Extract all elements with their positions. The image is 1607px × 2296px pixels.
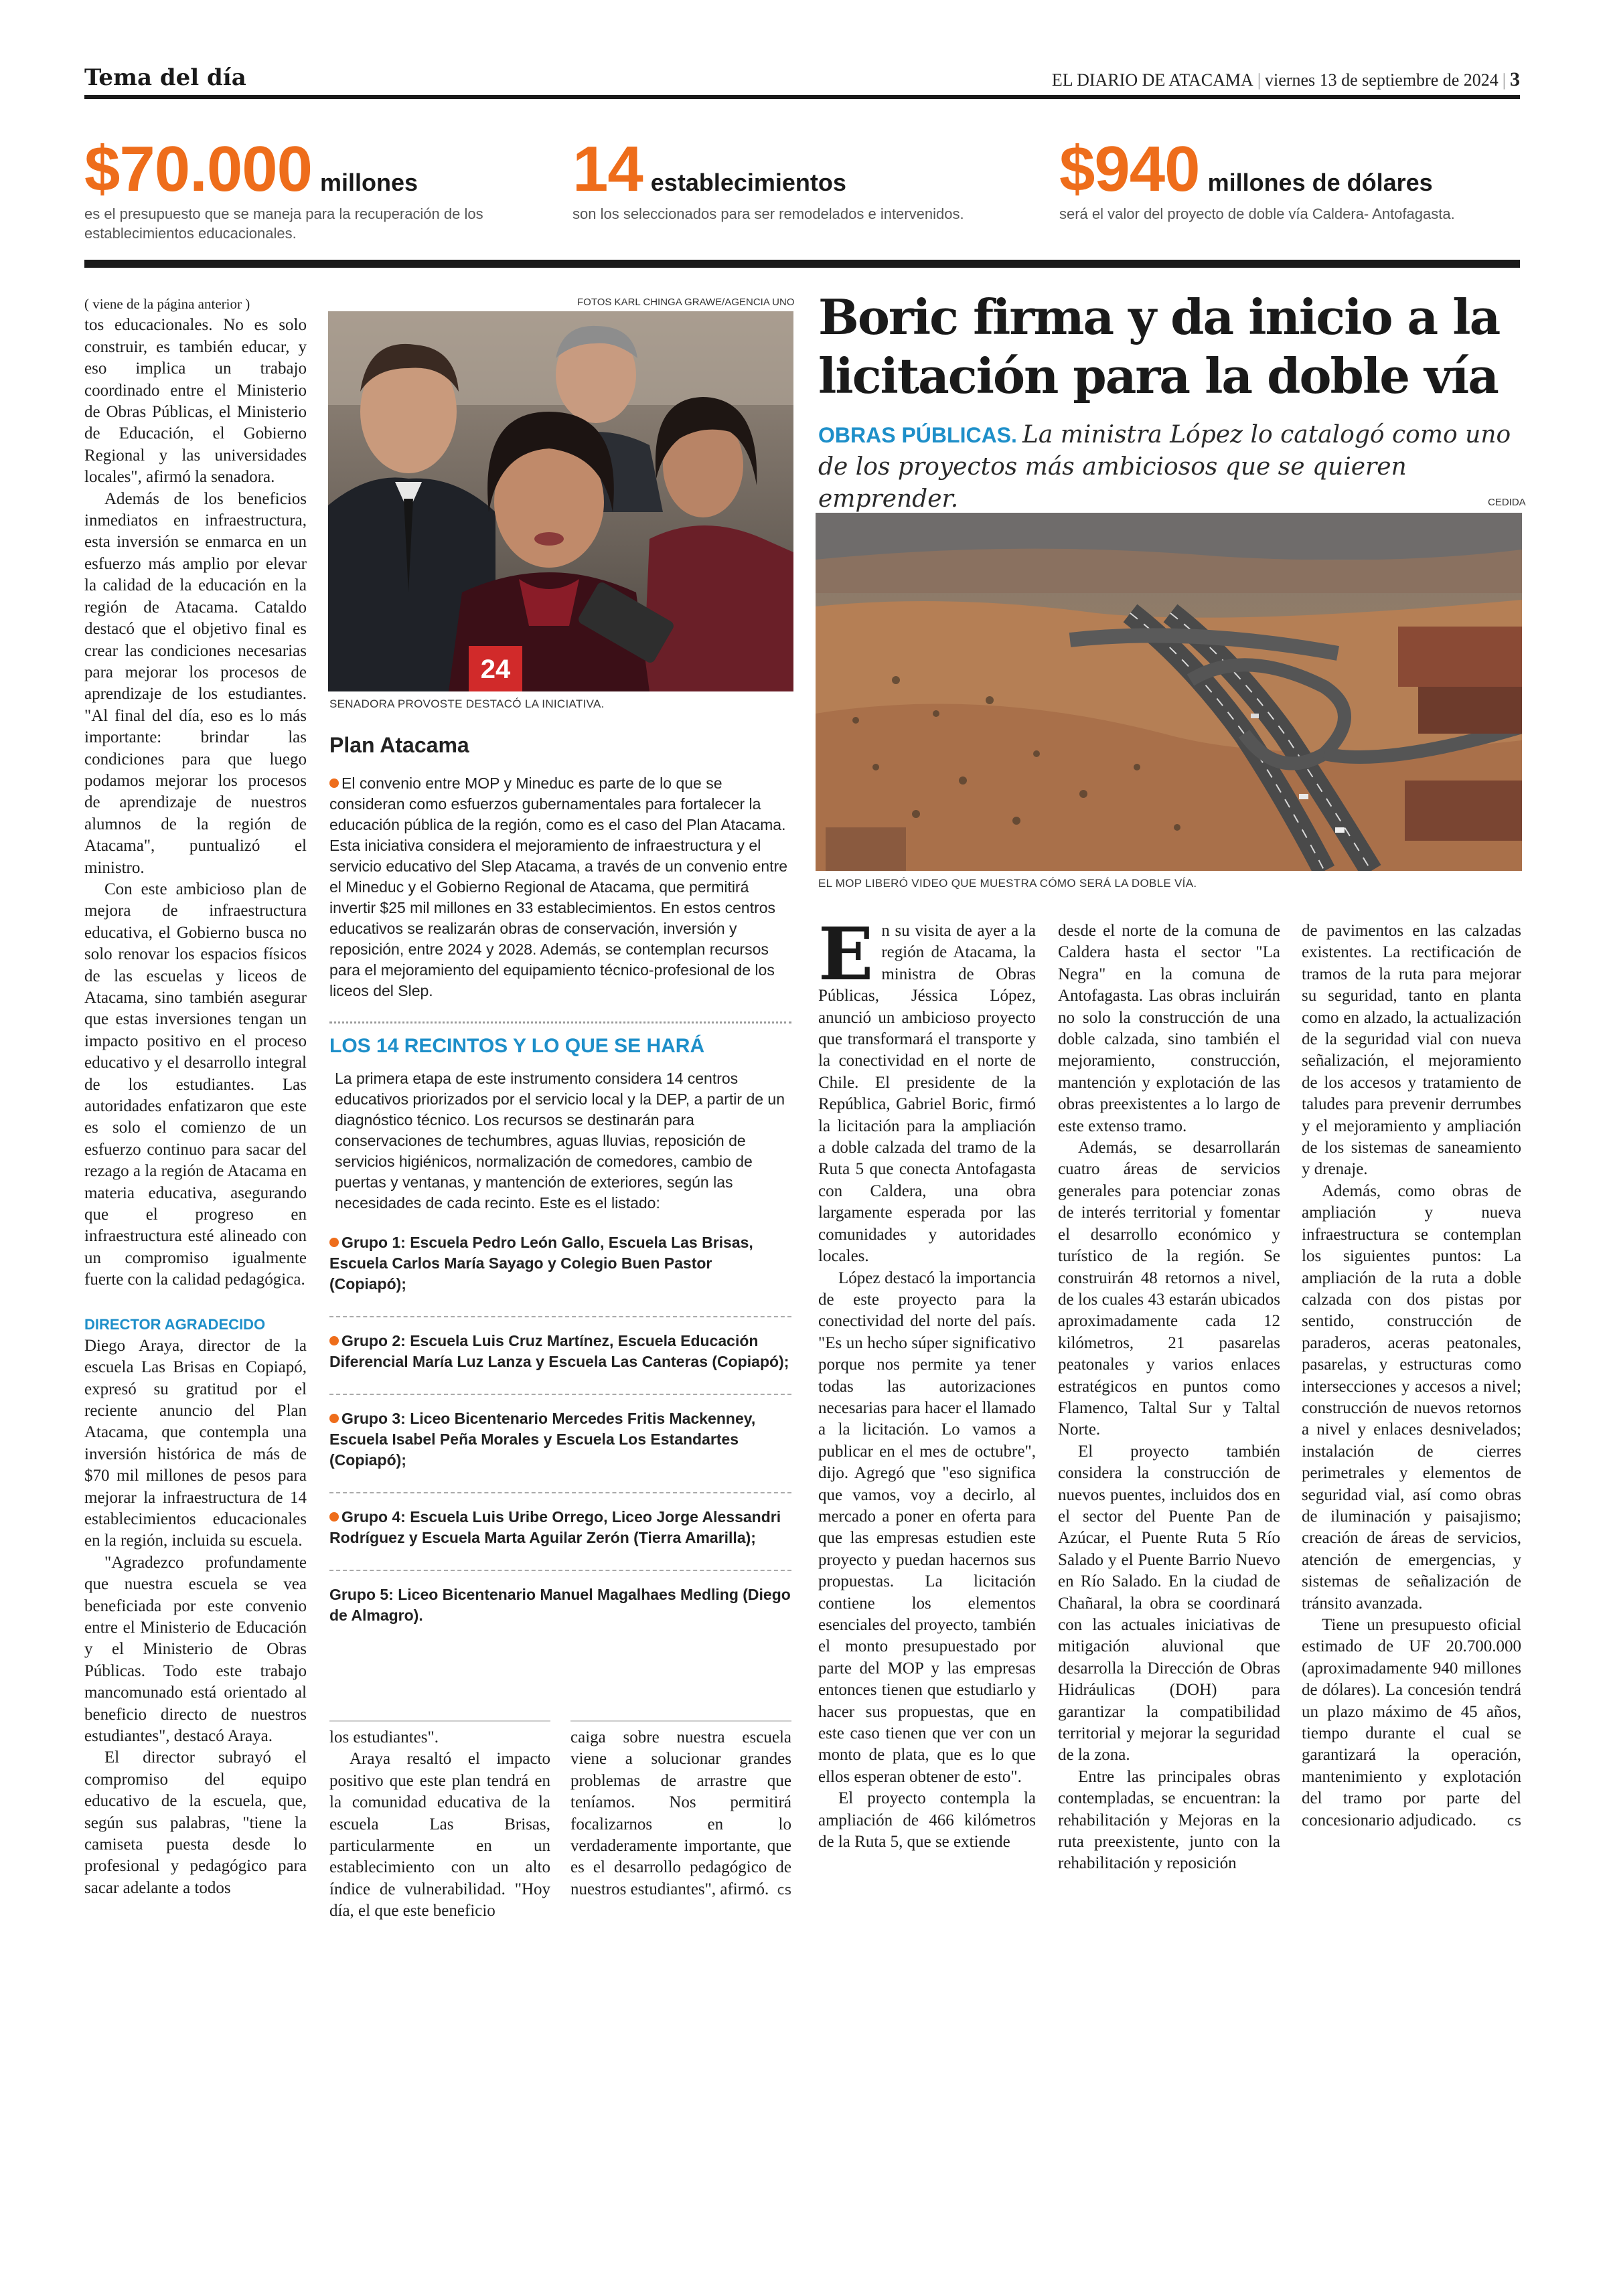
continued-note: ( viene de la página anterior ) [84, 296, 250, 312]
newspaper-name: EL DIARIO DE ATACAMA [1051, 70, 1253, 90]
stat-value: $70.000 [84, 133, 313, 205]
paragraph: En su visita de ayer a la región de Atacama, la ministra de Obras Públicas, Jéssica López, anunció un ambicioso proyecto que transformará el transporte y la conectividad en el norte de Chile. El presidente de la República, Gabriel Boric, firmó la licitación para la ampliación a doble calzada del tramo de la Ruta 5 que conecta Antofagasta con Caldera, una obra largamente esperada por las comunidades y autoridades locales. [818, 912, 1036, 1266]
box-list-intro: La primera etapa de este instrumento considera 14 centros educativos priorizados por el servicio local y la DEP, a partir de un diagnóstico técnico. Los recursos se destinarán para conservaciones de techumbres, aguas lluvias, reposición de servicios higiénicos, normalización de comedores, cambio de puertas y ventanas, y mantención de exteriores, según las necesidades de cada recinto. Este es el listado: [335, 1070, 785, 1212]
paragraph: El proyecto contempla la ampliación de 466 kilómetros de la Ruta 5, que se extiende [818, 1789, 1036, 1852]
paragraph: desde el norte de la comuna de Caldera hasta el sector "La Negra" en la comuna de Antofagasta. Las obras incluirán no solo la construcción de una doble calzada, sino también el mejoramiento, construcción, mantención y explotación de las obras preexistentes a lo largo de este extenso tramo. [1058, 922, 1280, 1135]
paragraph: Además, se desarrollarán cuatro áreas de servicios generales para potenciar zonas de interés territorial y fomentar el desarrollo económico y turístico de la región. Se construirán 48 retornos a nivel, de los cuales 43 estarán ubicados aproximadamente cada 12 kilómetros, 21 pasarelas peatonales y varios enlaces estratégicos en puntos como Flamenco, Taltal Sur y Taltal Norte. [1058, 1139, 1280, 1439]
stat-unit: establecimientos [650, 169, 846, 196]
bullet-dot-icon [329, 1512, 339, 1522]
paragraph: Con este ambicioso plan de mejora de infraestructura educativa, el Gobierno busca no solo renovar los espacios físicos de las escuelas y liceos de Atacama, sino también asegurar que estas inversiones tengan un impacto positivo en el proceso educativo y el desarrollo integral de los estudiantes. Las autoridades enfatizaron que este es solo el comienzo de un esfuerzo continuo para sacar del rezago a la región de Atacama en materia educativa, asegurando que el progreso en infraestructura esté alineado con un compromiso igualmente fuerte con la calidad pedagógica. [84, 880, 307, 1289]
paragraph: caiga sobre nuestra escuela viene a solucionar grandes problemas de arrastre que teníamos. Nos permitirá focalizarnos en lo verdaderamente importante, que es el desarrollo pedagógico de nuestros estudiantes", afirmó. cs [570, 1727, 791, 1900]
portrait-caption: SENADORA PROVOSTE DESTACÓ LA INICIATIVA. [329, 698, 605, 710]
portrait-photo [328, 311, 793, 691]
col2-bottom-b [570, 1720, 791, 1900]
highway-render-photo [816, 513, 1522, 871]
paragraph: Diego Araya, director de la escuela Las Brisas en Copiapó, expresó su gratitud por el reciente anuncio del Plan Atacama, que contempla una inversión histórica de más de $70 mil millones de pesos para mejorar la infraestructura de 14 establecimientos educacionales en la región, incluida su escuela. [84, 1336, 307, 1550]
paragraph: Tiene un presupuesto oficial estimado de UF 20.700.000 (aproximadamente 940 millones de dólares). La concesión tendrá un plazo máximo de 45 años, tiempo durante el cual se garantizará la operación, mantenimiento y explotación del tramo por parte del concesionario adjudicado. cs [1302, 1615, 1521, 1831]
paragraph: López destacó la importancia de este proyecto para la conectividad del norte del país. "Es un hecho súper significativo porque nos permite ya tener todas las autorizaciones necesarias para hacer el llamado a la licitación. Lo vamos a publicar en el mes de octubre", dijo. Agregó que "eso significa que vamos, voy a decirlo, al mercado a poner en oferta para que las empresas estudien este proyecto y puedan hacernos sus propuestas. La licitación contiene los elementos esenciales del proyecto, también el monto presupuestado por parte del MOP y las empresas entonces tienen que estudiarlo y hacer sus propuestas, que en este caso tienen que ver con un monto de plata, que es lo que ellos esperan obtener de esto". [818, 1268, 1036, 1786]
mic-flag-label: 24 [480, 655, 511, 684]
group-item: Grupo 1: Escuela Pedro León Gallo, Escuela Las Brisas, Escuela Carlos María Sayago y Colegio Buen Pastor (Copiapó); [329, 1234, 753, 1293]
stat-unit: millones de dólares [1207, 169, 1433, 196]
paragraph: El proyecto también considera la construcción de nuevos puentes, incluidos dos en el sector del Puente Pan de Azúcar, el Puente Ruta 5 Río Salado y el Puente Barrio Nuevo en Río Salado. En la ciudad de Chañaral, la obra se coordinará con las actuales iniciativas de mitigación aluvional que desarrolla la Dirección de Obras Hidráulicas (DOH) para garantizar la compatibilidad territorial y mejorar la seguridad de la zona. [1058, 1442, 1280, 1765]
main-photo-caption: EL MOP LIBERÓ VIDEO QUE MUESTRA CÓMO SERÁ LA DOBLE VÍA. [818, 877, 1197, 890]
article-column-1 [818, 912, 1036, 1853]
paragraph: de pavimentos en las calzadas existentes. La rectificación de tramos de la ruta para mejorar su seguridad, tanto en planta como en alzado, la actualización de la seguridad vial con nueva señalización, el mejoramiento de los accesos y tratamiento de taludes para prevenir derrumbes y el mejoramiento y ampliación de los sistemas de saneamiento y drenaje. [1302, 922, 1521, 1179]
paragraph: tos educacionales. No es solo construir, es también educar, y eso implica un trabajo coordinado entre el Ministerio de Obras Públicas, el Ministerio de Educación, el Gobierno Regional y las universidades locales", afirmó la senadora. [84, 316, 307, 487]
plan-atacama-box [329, 735, 791, 1629]
stat-value: $940 [1059, 133, 1200, 205]
bullet-dot-icon [329, 1414, 339, 1423]
paragraph: Además de los beneficios inmediatos en infraestructura, esta inversión se enmarca en un esfuerzo más amplio por elevar la calidad de la educación en la región de Atacama. Cataldo destacó que el objetivo final es crear las condiciones necesarias para mejorar los procesos de aprendizaje de los estudiantes. "Al final del día, eso es lo más importante: brindar las condiciones para que luego podamos mejorar los procesos de aprendizaje de nuestros alumnos de la región de Atacama", puntualizó el ministro. [84, 489, 307, 877]
subhead: OBRAS PÚBLICAS. La ministra López lo catalogó como uno de los proyectos más ambiciosos que se quieren emprender. [818, 421, 1511, 513]
end-mark-icon: cs [777, 1881, 791, 1898]
group-item: Grupo 4: Escuela Luis Uribe Orrego, Liceo Jorge Alessandri Rodríguez y Escuela Marta Aguilar Zerón (Tierra Amarilla); [329, 1492, 791, 1551]
page-number: 3 [1510, 68, 1520, 90]
group-item: Grupo 3: Liceo Bicentenario Mercedes Fritis Mackenney, Escuela Isabel Peña Morales y Escuela Los Estandartes (Copiapó); [329, 1394, 791, 1473]
bullet-dot-icon [329, 778, 339, 788]
article-column-3 [1302, 920, 1521, 1831]
article-column-2 [1058, 920, 1280, 1875]
drop-cap: E [818, 912, 874, 997]
box-title: Plan Atacama [329, 733, 469, 757]
paragraph: Además, como obras de ampliación y nueva infraestructura se contemplan los siguientes puntos: La ampliación de la ruta a doble calzada con dos pistas por sentido, construcción de paraderos, aceras peatonales, pasarelas, y estructuras como intersecciones y accesos a nivel; construcción de nuevos retornos a nivel y enlaces desnivelados; instalación de cierres perimetrales y elementos de seguridad vial, así como obras de iluminación y paisajismo; creación de áreas de servicios, atención de emergencias, y sistemas de señalización de tránsito avanzada. [1302, 1181, 1521, 1613]
end-mark-icon: cs [1507, 1812, 1521, 1829]
stat-description: son los seleccionados para ser remodelados e intervenidos. [572, 206, 964, 222]
paragraph: El director subrayó el compromiso del equipo educativo de la escuela, que, según sus palabras, "tiene la camiseta puesta desde lo profesional y pedagógico para sacar adelante a todos [84, 1748, 307, 1897]
paragraph: "Agradezco profundamente que nuestra escuela se vea beneficiada por este convenio entre el Ministerio de Educación y el Ministerio de Obras Públicas. Todo este trabajo mancomunado está orientado al beneficio directo de nuestros estudiantes", destacó Araya. [84, 1553, 307, 1745]
issue-date: viernes 13 de septiembre de 2024 [1265, 70, 1499, 90]
section-label: Tema del día [84, 64, 246, 91]
headline: Boric firma y da inicio a la licitación para la doble vía [818, 289, 1500, 404]
stats-rule [84, 260, 1520, 268]
paragraph: los estudiantes". [329, 1728, 439, 1746]
col2-bottom-a [329, 1720, 550, 1922]
box-list-title: LOS 14 RECINTOS Y LO QUE SE HARÁ [329, 1021, 791, 1056]
photo-credit: FOTOS KARL CHINGA GRAWE/AGENCIA UNO [577, 297, 795, 308]
stat-budget [84, 133, 540, 243]
group-item: Grupo 5: Liceo Bicentenario Manuel Magalhaes Medling (Diego de Almagro). [329, 1570, 791, 1629]
stat-unit: millones [320, 169, 418, 196]
paragraph: Araya resaltó el impacto positivo que este plan tendrá en la comunidad educativa de la escuela Las Brisas, particularmente en un establecimiento con un alto índice de vulnerabilidad. "Hoy día, el que este beneficio [329, 1750, 550, 1920]
stat-schools [572, 133, 1028, 224]
group-item: Grupo 2: Escuela Luis Cruz Martínez, Escuela Educación Diferencial María Luz Lanza y Escuela Las Canteras (Copiapó); [329, 1316, 791, 1375]
stat-value: 14 [572, 133, 643, 205]
main-photo-credit: CEDIDA [1488, 497, 1526, 508]
subhead-director: DIRECTOR AGRADECIDO [84, 1315, 266, 1333]
stat-description: es el presupuesto que se maneja para la recuperación de los establecimientos educacionales. [84, 206, 483, 242]
header-rule [84, 95, 1520, 99]
box-intro: El convenio entre MOP y Mineduc es parte de lo que se consideran como esfuerzos gubernamentales para fortalecer la educación pública de la región, como es el caso del Plan Atacama. Esta iniciativa considera el mejoramiento de infraestructura y el servicio educativo del Slep Atacama, a través de un convenio entre el Mineduc y el Gobierno Regional de Atacama, que permitirá invertir $25 mil millones en 33 establecimientos. En estos centros educativos se realizarán obras de conservación, inversión y reposición, entre 2024 y 2028. Además, se contemplan recursos para el mejoramiento del equipamiento técnico-profesional de los liceos del Slep. [329, 774, 788, 999]
bullet-dot-icon [329, 1238, 339, 1247]
stat-description: será el valor del proyecto de doble vía Caldera- Antofagasta. [1059, 206, 1455, 222]
subhead-kicker: OBRAS PÚBLICAS. [818, 423, 1017, 447]
bullet-dot-icon [329, 1336, 339, 1345]
stat-highway [1059, 133, 1521, 224]
paragraph: Entre las principales obras contempladas, se encuentran: la rehabilitación y Mejoras en la ruta preexistente, junto con la rehabilitación y reposición [1058, 1767, 1280, 1873]
masthead: EL DIARIO DE ATACAMA | viernes 13 de septiembre de 2024 | 3 [1051, 68, 1520, 90]
left-column [84, 293, 307, 1899]
